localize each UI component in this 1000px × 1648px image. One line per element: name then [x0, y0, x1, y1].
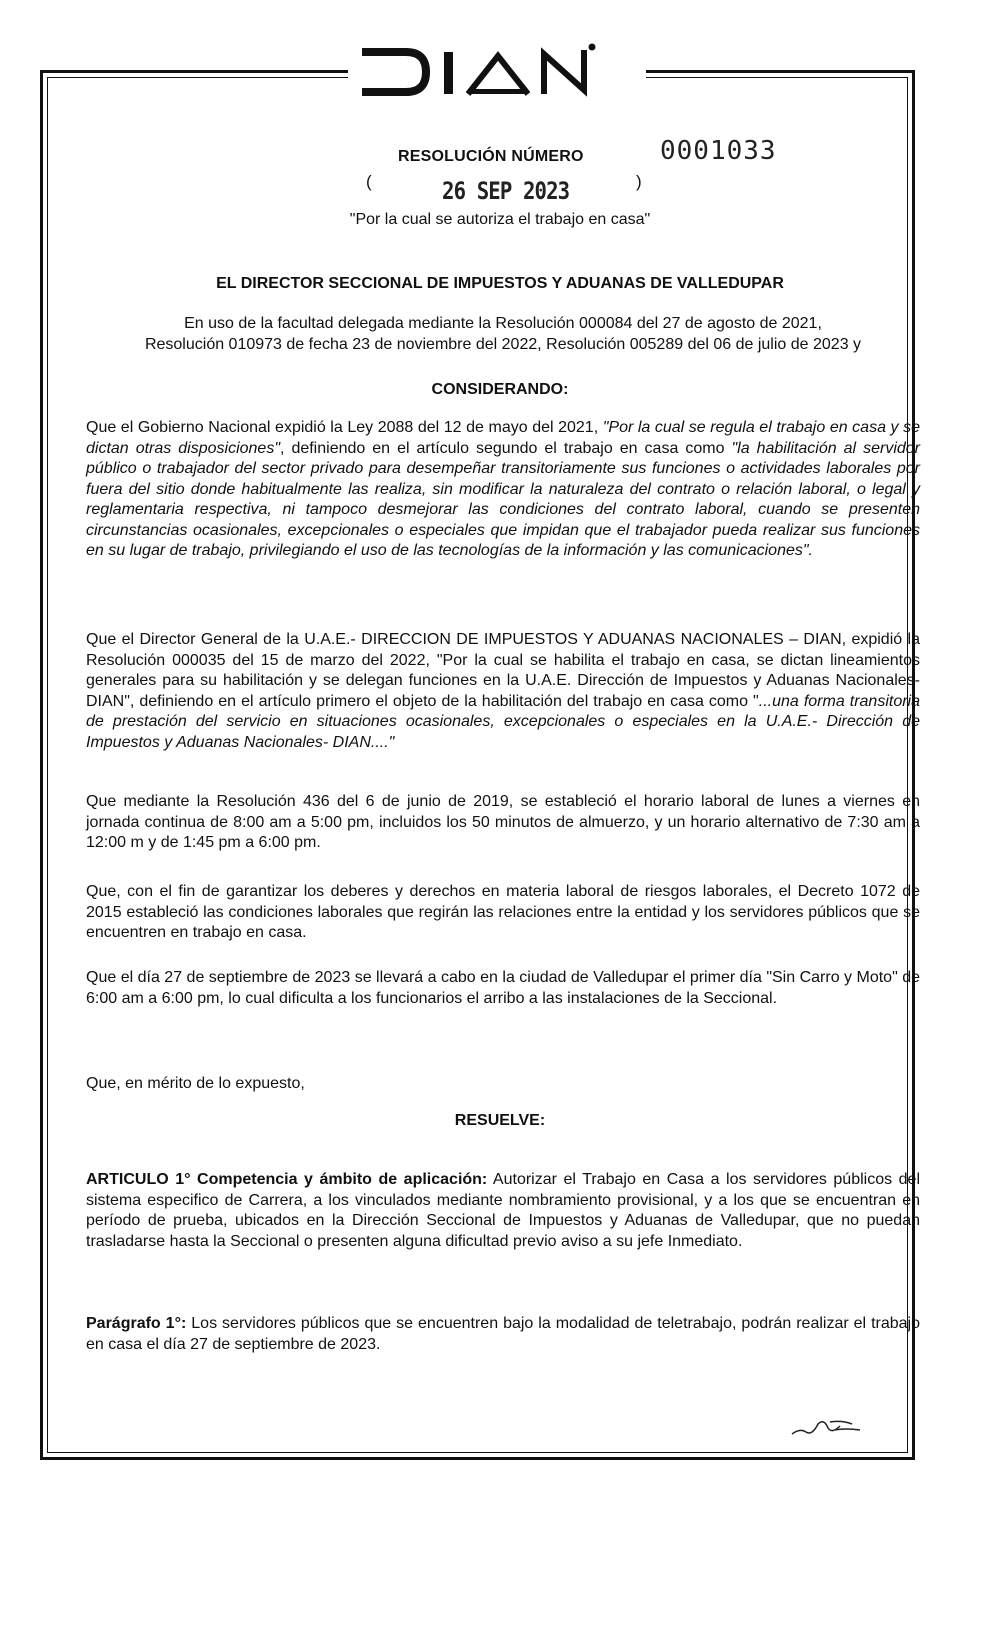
p1-lead: Que el Gobierno Nacional expidió la Ley 2088 del 12 de mayo del 2021, [86, 419, 603, 436]
intro-paragraph [88, 313, 918, 355]
considerando-heading: CONSIDERANDO: [431, 381, 569, 398]
resuelve-heading: RESUELVE: [454, 1112, 546, 1129]
considerando-paragraph-5: Que el día 27 de septiembre de 2023 se llevará a cabo en la ciudad de Valledupar el primer día "Sin Carro y Moto" de 6:00 am a 6:00 pm, lo cual dificulta a los funcionarios el arribo a las instalaciones de la Seccional. [86, 969, 920, 1007]
paragrafo-1 [86, 1314, 920, 1355]
resolution-subject: "Por la cual se autoriza el trabajo en casa" [349, 211, 651, 228]
open-paren: ( [366, 172, 372, 191]
considerando-paragraph-1 [86, 418, 920, 562]
date-stamp: 26 SEP 2023 [442, 177, 570, 205]
p2-quote: ...una forma transitoria de prestación del servicio en situaciones ocasionales, excepcionales o especiales en la U.A.E.- Dirección de Impuestos y Aduanas Nacionales- DIAN...." [86, 692, 921, 751]
p1-law-title: "Por la cual se regula el trabajo en casa y se dictan otras disposiciones" [86, 419, 921, 457]
considerando-paragraph-6: Que, en mérito de lo expuesto, [86, 1075, 305, 1092]
intro-line-1: En uso de la facultad delegada mediante la Resolución 000084 del 27 de agosto de 2021, [184, 315, 822, 332]
close-paren: ) [636, 172, 642, 191]
p1-definition: "la habilitación al servidor público o trabajador del sector privado para desempeñar transitoriamente sus funciones o actividades laborales por fuera del sitio donde habitualmente las realiza, sin modificar la naturaleza del contrato o relación laboral, o legal y reglamentaria respectiva, ni tampoco desmejorar las condiciones del contrato laboral, cuando se presenten circunstancias ocasionales, excepcionales o especiales que impidan que el trabajador pueda realizar sus funciones en su lugar de trabajo, privilegiando el uso de las tecnologías de la información y las comunicaciones". [86, 439, 921, 559]
paragrafo-1-text: Los servidores públicos que se encuentren bajo la modalidad de teletrabajo, podrán realizar el trabajo en casa el día 27 de septiembre de 2023. [86, 1315, 920, 1353]
dian-logo [358, 40, 638, 102]
director-title: EL DIRECTOR SECCIONAL DE IMPUESTOS Y ADUANAS DE VALLEDUPAR [216, 275, 784, 292]
articulo-1-text: Autorizar el Trabajo en Casa a los servidores públicos del sistema especifico de Carrera, a los vinculados mediante nombramiento provisional, y a los que se encuentran en período de prueba, ubicados en la Dirección Seccional de Impuestos y Aduanas de Valledupar, que no puedan trasladarse hasta la Seccional o presenten alguna dificultad previo aviso a su jefe Inmediato. [86, 1171, 920, 1250]
considerando-paragraph-3: Que mediante la Resolución 436 del 6 de junio de 2019, se estableció el horario laboral de lunes a viernes en jornada continua de 8:00 am a 5:00 pm, incluidos los 50 minutos de almuerzo, y un horario alternativo de 7:30 am a 12:00 m y de 1:45 pm a 6:00 pm. [86, 793, 920, 851]
considerando-paragraph-2 [86, 630, 920, 753]
considerando-paragraph-4: Que, con el fin de garantizar los deberes y derechos en materia laboral de riesgos laborales, el Decreto 1072 de 2015 estableció las condiciones laborales que regirán las relaciones entre la entidad y los servidores públicos que se encuentren en trabajo en casa. [86, 883, 920, 941]
paragrafo-1-heading: Parágrafo 1°: [86, 1315, 187, 1332]
p2-lead: Que el Director General de la U.A.E.- DIRECCION DE IMPUESTOS Y ADUANAS NACIONALES – DIAN, expidió la Resolución 000035 del 15 de marzo del 2022, "Por la cual se habilita el trabajo en casa, se dictan lineamientos generales para su habilitación y se delegan funciones en la U.A.E. Dirección de Impuestos y Aduanas Nacionales- DIAN", definiendo en el artículo primero el objeto de la habilitación del trabajo en casa como " [86, 631, 920, 710]
articulo-1-heading: ARTICULO 1° Competencia y ámbito de aplicación: [86, 1171, 488, 1188]
articulo-1 [86, 1170, 920, 1252]
resolution-number: 0001033 [660, 136, 777, 166]
intro-line-2: Resolución 010973 de fecha 23 de noviembre del 2022, Resolución 005289 del 06 de julio de 2023 y [144, 336, 862, 353]
resolution-label: RESOLUCIÓN NÚMERO [398, 148, 584, 165]
p1-middle: , definiendo en el artículo segundo el trabajo en casa como [280, 439, 732, 457]
initials-signature [790, 1414, 862, 1440]
